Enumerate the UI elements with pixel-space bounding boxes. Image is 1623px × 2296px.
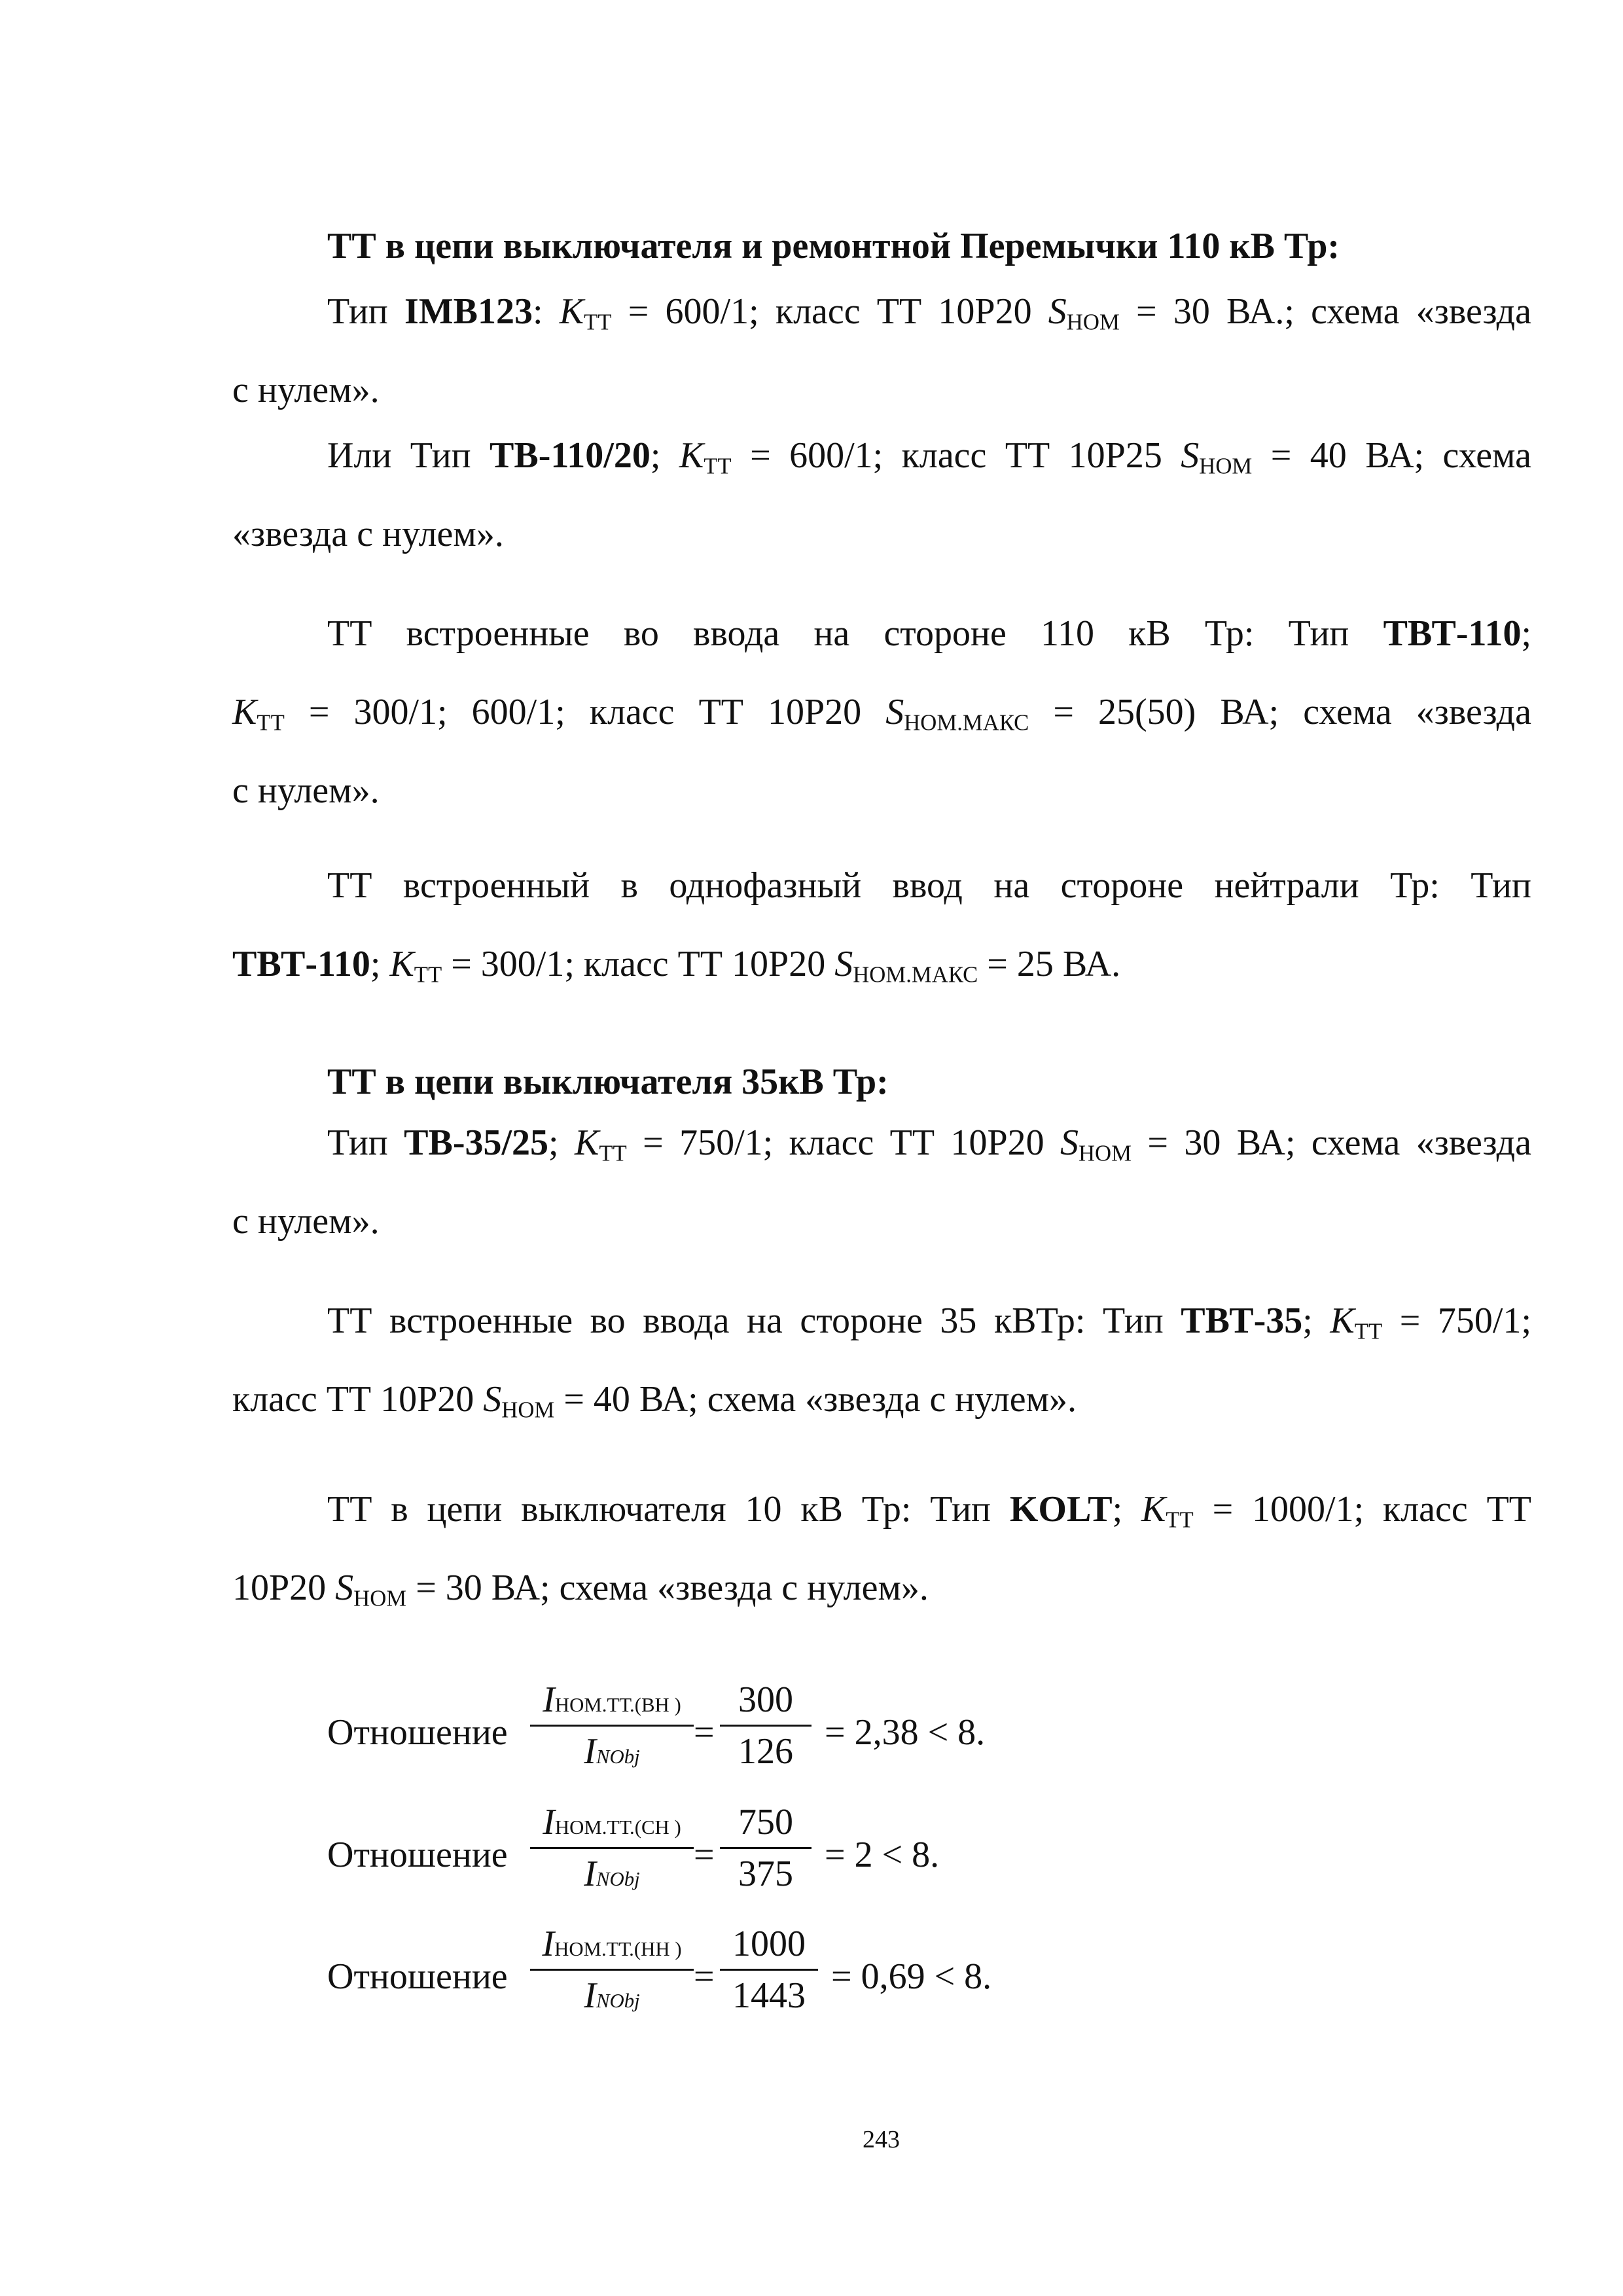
ratio-numeric-fraction: 1000 1443 — [720, 1923, 818, 2017]
paragraph-kolt-line1: ТТ в цепи выключателя 10 кВ Тр: Тип KOLT; $K_{ТТ} = 1000/1$; класс ТТ — [327, 1489, 1531, 1533]
paragraph-imb123-line1: Тип IMB123: $K_{ТТ} = 600/1$; класс ТТ 10Р20 $S_{НОМ} = 30$ ВА.; схема «звезда — [327, 291, 1532, 335]
ratio-symbolic-fraction: IНОМ.ТТ.(ВН ) INObj — [530, 1679, 694, 1772]
type-tv110-20: ТВ-110/20 — [490, 435, 651, 476]
section-heading-35kv: ТТ в цепи выключателя 35кВ Тр: — [327, 1062, 889, 1102]
ratio-symbolic-fraction: IНОМ.ТТ.(СН ) INObj — [530, 1801, 694, 1895]
paragraph-imb123-line2: с нулем». — [232, 370, 380, 410]
ratio-symbolic-fraction: IНОМ.ТТ.(НН ) INObj — [530, 1923, 694, 2017]
paragraph-tv110-line1: Или Тип ТВ-110/20; $K_{ТТ} = 600/1$; класс ТТ 10Р25 $S_{НОМ} = 40$ ВА; схема — [327, 435, 1531, 479]
ratio-numeric-fraction: 750 375 — [720, 1801, 812, 1895]
ratio-label: Отношение — [327, 1835, 508, 1875]
paragraph-neutral-line1: ТТ встроенный в однофазный ввод на стороне нейтрали Тр: Тип — [327, 865, 1531, 906]
paragraph-tv35-line2: с нулем». — [232, 1201, 380, 1242]
document-page: ТТ в цепи выключателя и ремонтной Перемычки 110 кВ Тр: Тип IMB123: $K_{ТТ} = 600/1$; класс ТТ 10Р20 $S_{НОМ} = 30$ ВА.; схема «звезда с нулем». Или Тип ТВ-110/20; $K_{ТТ} = 600/1$; класс ТТ 10Р25 $S_{НОМ} = 40$ ВА; схема «звезда с нулем». ТТ встроенные во ввода на стороне 110 кВ Тр: Тип ТВТ-110; $K_{ТТ} = 300/1$; 600/1; класс ТТ 10Р20 $S_{НОМ.МАКС} = 25(50)$ ВА; схема «звезда с нулем». ТТ встроенный в однофазный ввод на стороне нейтрали Тр: Тип ТВТ-110; $K_{ТТ} = 300/1$; класс ТТ 10Р20 $S_{НОМ.МАКС} = 25$ ВА. ТТ в цепи выключателя 35кВ Тр: Тип ТВ-35/25; $K_{ТТ} = 750/1$; класс ТТ 10Р20 $S_{НОМ} = 30$ ВА; схема «звезда с нулем». ТТ встроенные во ввода на стороне 35 кВТр: Тип ТВТ-35; $K_{ТТ} = 750/1$; класс ТТ 10Р20 $S_{НОМ} = 40$ ВА; схема «звезда с нулем». ТТ в цепи выключателя 10 кВ Тр: Тип KOLT; $K_{ТТ} = 1000/1$; класс ТТ 10Р20 $S_{НОМ} = 30$ ВА; схема «звезда с нулем». Отношение IНОМ.ТТ.(ВН ) INObj = 300 126 = 2,38 < 8. Отношение IНОМ.ТТ.(СН ) INObj = 750 375 = 2 < 8. Отношение IНОМ.ТТ.(НН ) INObj = 1000 1443 = 0,69 < 8. 243 — [0, 0, 1623, 2296]
ratio-numeric-fraction: 300 126 — [720, 1679, 812, 1772]
section-heading-110kv: ТТ в цепи выключателя и ремонтной Перемычки 110 кВ Тр: — [327, 226, 1340, 266]
paragraph-tvt35-line1: ТТ встроенные во ввода на стороне 35 кВТр: Тип ТВТ-35; $K_{ТТ} = 750/1$; — [327, 1300, 1531, 1344]
type-tv35-25: ТВ-35/25 — [404, 1122, 549, 1163]
ratio-result: = 0,69 < 8. — [831, 1956, 992, 1997]
paragraph-tvt110-line3: с нулем». — [232, 770, 380, 811]
paragraph-tvt110-line2: $K_{ТТ} = 300/1$; 600/1; класс ТТ 10Р20 $S_{НОМ.МАКС} = 25(50)$ ВА; схема «звезда — [232, 692, 1532, 736]
ratio-label: Отношение — [327, 1712, 508, 1753]
type-tvt110-neutral: ТВТ-110 — [232, 944, 370, 984]
page-number: 243 — [863, 2126, 900, 2153]
type-tvt35: ТВТ-35 — [1181, 1300, 1303, 1341]
paragraph-tv110-line2: «звезда с нулем». — [232, 514, 504, 554]
paragraph-kolt-line2: 10Р20 $S_{НОМ} = 30$ ВА; схема «звезда с нулем». — [232, 1568, 929, 1611]
type-imb123: IMB123 — [404, 291, 533, 332]
ratio-result: = 2,38 < 8. — [825, 1712, 986, 1753]
ratio-result: = 2 < 8. — [825, 1835, 940, 1875]
paragraph-tv35-line1: Тип ТВ-35/25; $K_{ТТ} = 750/1$; класс ТТ 10Р20 $S_{НОМ} = 30$ ВА; схема «звезда — [327, 1122, 1532, 1166]
paragraph-tvt35-line2: класс ТТ 10Р20 $S_{НОМ} = 40$ ВА; схема «звезда с нулем». — [232, 1379, 1077, 1423]
paragraph-neutral-line2: ТВТ-110; $K_{ТТ} = 300/1$; класс ТТ 10Р20 $S_{НОМ.МАКС} = 25$ ВА. — [232, 944, 1121, 988]
ratio-label: Отношение — [327, 1956, 508, 1997]
type-tvt110: ТВТ-110 — [1383, 613, 1522, 654]
type-kolt: KOLT — [1009, 1489, 1113, 1530]
paragraph-tvt110-line1: ТТ встроенные во ввода на стороне 110 кВ Тр: Тип ТВТ-110; — [327, 613, 1531, 654]
